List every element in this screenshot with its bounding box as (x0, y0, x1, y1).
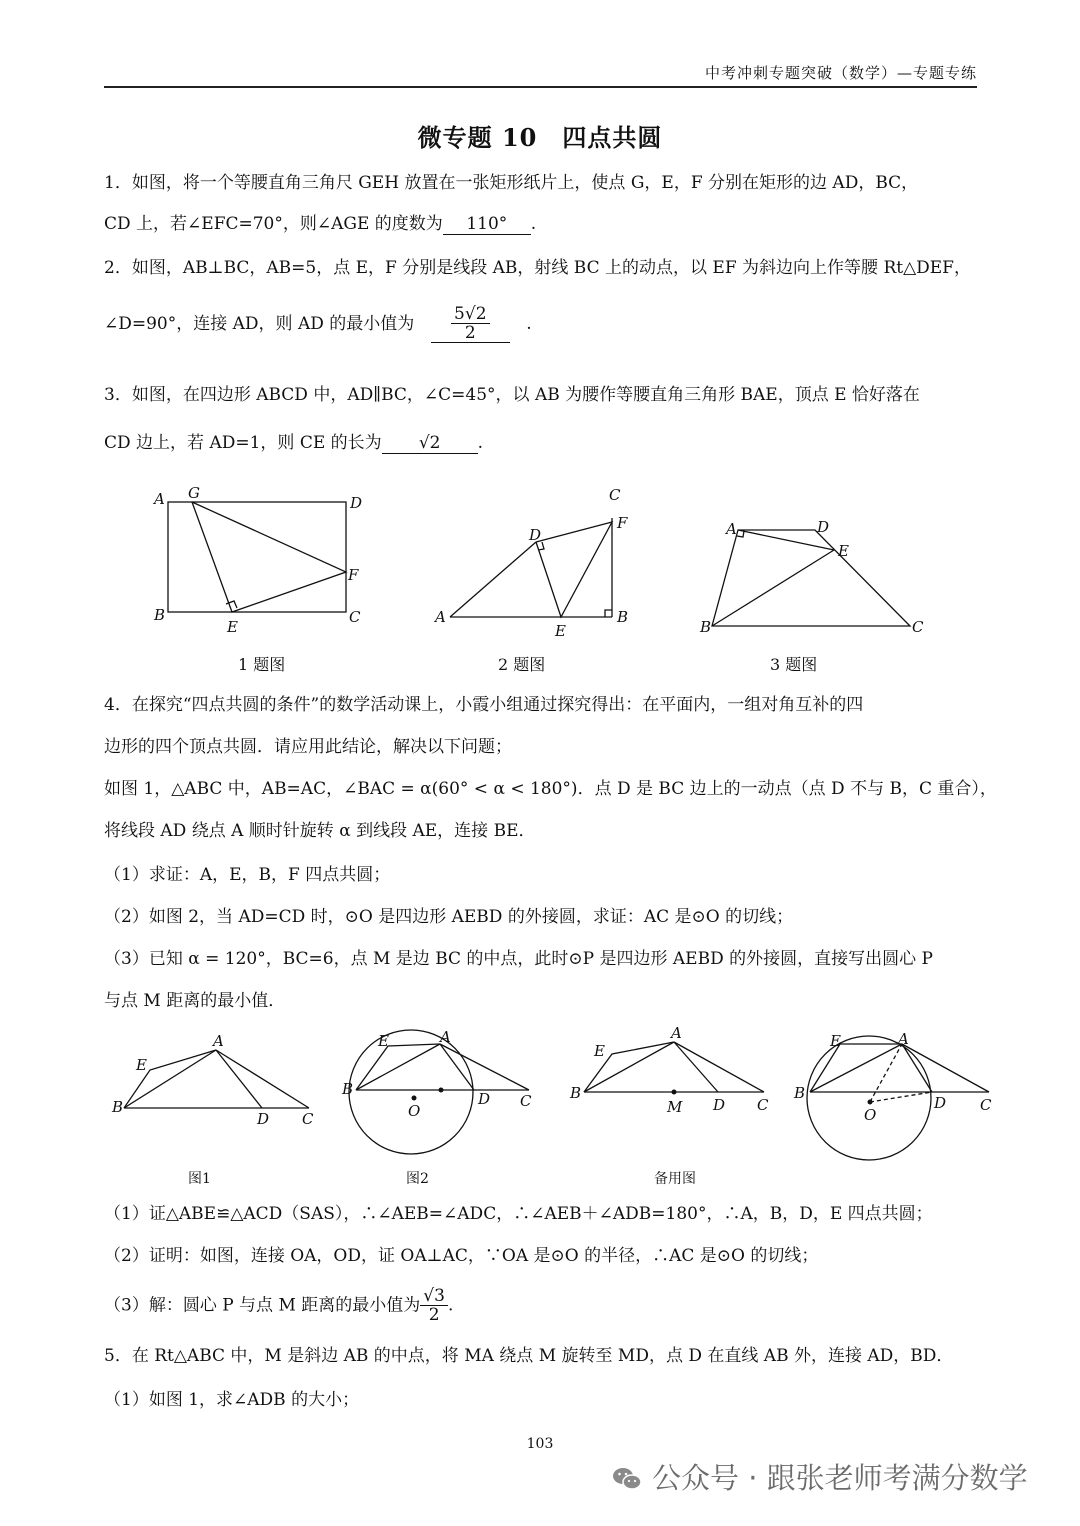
fig1-label-D: D (350, 494, 363, 512)
q4f2-label-O: O (408, 1102, 421, 1120)
q3-end: . (477, 433, 484, 453)
q4f1-label-C: C (302, 1110, 314, 1128)
fig2-label-B: B (617, 608, 629, 626)
q1-text: CD 上，若∠EFC=70°，则∠AGE 的度数为 (104, 214, 443, 234)
q2-answer-denominator: 2 (464, 323, 476, 343)
q4-sol3-fraction (420, 1287, 448, 1324)
fig3-label-C: C (912, 618, 924, 636)
fig1-label-E: E (227, 618, 238, 636)
q4-line1: 4．在探究“四点共圆的条件”的数学活动课上，小霞小组通过探究得出：在平面内，一组对角互补的四 (104, 695, 864, 715)
q4f1-label-A: A (213, 1032, 224, 1050)
page-header (104, 60, 977, 88)
fig2-label-C: C (609, 486, 621, 504)
q4f4-OD (870, 1092, 932, 1102)
fig1-label-A: A (154, 490, 165, 508)
q4f4-circle (807, 1036, 931, 1160)
fig3-caption: 3 题图 (770, 655, 818, 674)
q4f3-label-D: D (713, 1096, 726, 1114)
q4-sub1: （1）求证：A，E，B，F 四点共圆； (104, 865, 391, 885)
q5-line1: 5．在 Rt△ABC 中，M 是斜边 AB 的中点，将 MA 绕点 M 旋转至 MD，点 D 在直线 AB 外，连接 AD，BD． (104, 1346, 954, 1366)
q2-text: ∠D=90°，连接 AD，则 AD 的最小值为 (104, 314, 415, 334)
q4f2-label-D: D (478, 1090, 491, 1108)
fig1-label-C: C (349, 608, 361, 626)
header-text: 中考冲刺专题突破（数学）—专题专练 (704, 64, 977, 82)
q4-solution-3 (104, 1287, 453, 1324)
q4-figure-4 (807, 1036, 989, 1160)
q4f4-label-C: C (980, 1096, 992, 1114)
q3-text: CD 边上，若 AD=1，则 CE 的长为 (104, 433, 382, 453)
wechat-icon (612, 1466, 642, 1492)
q4f2-label-C: C (520, 1092, 532, 1110)
fig3-trapezoid (712, 530, 910, 626)
q4f3-point-M (672, 1090, 677, 1095)
watermark (612, 1456, 1028, 1497)
q4f3-label-A: A (671, 1024, 682, 1042)
q3-answer: √2 (382, 433, 478, 454)
q4f2-AB (356, 1044, 440, 1090)
q1-end: . (530, 214, 537, 234)
q4f1-label-E: E (136, 1056, 147, 1074)
q4-sol3-denominator: 2 (428, 1305, 440, 1325)
q4-line3: 如图 1，△ABC 中，AB=AC，∠BAC = α(60° < α < 180°)．点 D 是 BC 边上的一动点（点 D 不与 B，C 重合）， (104, 779, 997, 799)
q4f4-label-D: D (934, 1094, 947, 1112)
fig1-label-B: B (154, 606, 166, 624)
fig3-label-E: E (838, 542, 849, 560)
figure-1 (168, 502, 346, 612)
q4-figure-2 (349, 1030, 529, 1154)
q3-line1: 3．如图，在四边形 ABCD 中，AD∥BC，∠C=45°，以 AB 为腰作等腰直角三角形 BAE，顶点 E 恰好落在 (104, 385, 920, 405)
q3-line2 (104, 432, 483, 454)
page-number: 103 (526, 1436, 554, 1452)
q1-line2 (104, 213, 536, 235)
watermark-text: 公众号 · 跟张老师考满分数学 (652, 1461, 1028, 1495)
q4f4-label-E: E (830, 1032, 841, 1050)
q4f4-label-A: A (898, 1030, 909, 1048)
fig1-label-G: G (188, 484, 200, 502)
q1-line1: 1．如图，将一个等腰直角三角尺 GEH 放置在一张矩形纸片上，使点 G，E，F 分别在矩形的边 AD，BC， (104, 173, 919, 193)
fig2-label-F: F (617, 514, 628, 532)
q4-line4: 将线段 AD 绕点 A 顺时针旋转 α 到线段 AE，连接 BE． (104, 821, 536, 841)
q4f4-AC (902, 1044, 989, 1092)
fig1-rectangle (168, 502, 346, 612)
fig3-label-A: A (726, 520, 737, 538)
q2-answer-blank (414, 305, 526, 343)
q4f4-center (868, 1100, 873, 1105)
q4f2-point (439, 1088, 444, 1093)
q5-line2: （1）如图 1，求∠ADB 的大小； (104, 1390, 360, 1410)
fig3-label-D: D (817, 518, 830, 536)
q4-figure-1 (124, 1050, 309, 1108)
fig2-right-angle-B (605, 610, 612, 617)
q4f3-label-E: E (594, 1042, 605, 1060)
q4f3-AD (674, 1042, 718, 1092)
fig2-label-E: E (555, 622, 566, 640)
q4f1-label-D: D (257, 1110, 270, 1128)
q4f1-label-B: B (112, 1098, 124, 1116)
q4f2-label-B: B (342, 1080, 354, 1098)
q4f1-AD (216, 1050, 262, 1108)
fig2-label-A: A (435, 608, 446, 626)
q4f2-label-A: A (440, 1028, 451, 1046)
q4-solution-1: （1）证△ABE≌△ACD（SAS），∴∠AEB=∠ADC，∴∠AEB＋∠ADB=180°，∴A，B，D，E 四点共圆； (104, 1204, 933, 1224)
q1-answer: 110° (443, 214, 531, 235)
q4-sol3-numerator: √3 (420, 1287, 448, 1306)
q4f1-AC (216, 1050, 309, 1108)
q4-line2: 边形的四个顶点共圆．请应用此结论，解决以下问题； (104, 737, 512, 757)
q4-sub2: （2）如图 2，当 AD=CD 时，⊙O 是四边形 AEBD 的外接圆，求证：AC 是⊙O 的切线； (104, 907, 794, 927)
q4-figure-3 (584, 1042, 764, 1092)
q4-fig2-caption: 图2 (406, 1171, 429, 1187)
q4-sol3-end: . (447, 1295, 454, 1316)
q4f4-label-O: O (864, 1106, 877, 1124)
q2-end: . (526, 314, 532, 334)
q4-solution-2: （2）证明：如图，连接 OA，OD，证 OA⊥AC，∵OA 是⊙O 的半径，∴AC 是⊙O 的切线； (104, 1246, 819, 1266)
q4f3-AC (674, 1042, 764, 1092)
fig3-BE (712, 550, 834, 626)
q2-answer-numerator: 5√2 (451, 305, 489, 324)
q4f3-label-M: M (667, 1098, 683, 1116)
q4f2-center (412, 1096, 417, 1101)
q4-sol3-text: （3）解：圆心 P 与点 M 距离的最小值为 (104, 1295, 421, 1316)
q4f3-label-B: B (570, 1084, 582, 1102)
q2-line2 (104, 305, 532, 343)
figures-q1-q3 (150, 480, 970, 650)
q4-sub3b: 与点 M 距离的最小值． (104, 991, 286, 1011)
fig2-AD (450, 542, 536, 617)
fig1-caption: 1 题图 (238, 655, 286, 674)
q2-line1: 2．如图，AB⊥BC，AB=5，点 E，F 分别是线段 AB，射线 BC 上的动点，以 EF 为斜边向上作等腰 Rt△DEF， (104, 258, 971, 278)
q4f3-label-C: C (757, 1096, 769, 1114)
q4f2-label-E: E (378, 1032, 389, 1050)
fig2-triangle (536, 522, 612, 617)
q4f4-label-B: B (794, 1084, 806, 1102)
fig1-triangle (192, 502, 346, 612)
q4-fig1-caption: 图1 (188, 1171, 211, 1187)
q4-sub3a: （3）已知 α = 120°，BC=6，点 M 是边 BC 的中点，此时⊙P 是四边形 AEBD 的外接圆，直接写出圆心 P (104, 949, 933, 969)
figures-q4 (104, 1022, 1004, 1172)
q4f4-AD (902, 1044, 932, 1092)
q4-fig3-caption: 备用图 (654, 1171, 696, 1187)
page-title: 微专题 10 四点共圆 (417, 123, 663, 152)
fig2-label-D: D (529, 526, 542, 544)
q4f2-AC (440, 1044, 529, 1090)
fig3-label-B: B (700, 618, 712, 636)
fig2-caption: 2 题图 (498, 655, 546, 674)
fig1-right-angle (226, 601, 237, 608)
q4f2-circle (349, 1030, 473, 1154)
fig1-label-F: F (348, 566, 359, 584)
figure-3 (712, 530, 910, 626)
